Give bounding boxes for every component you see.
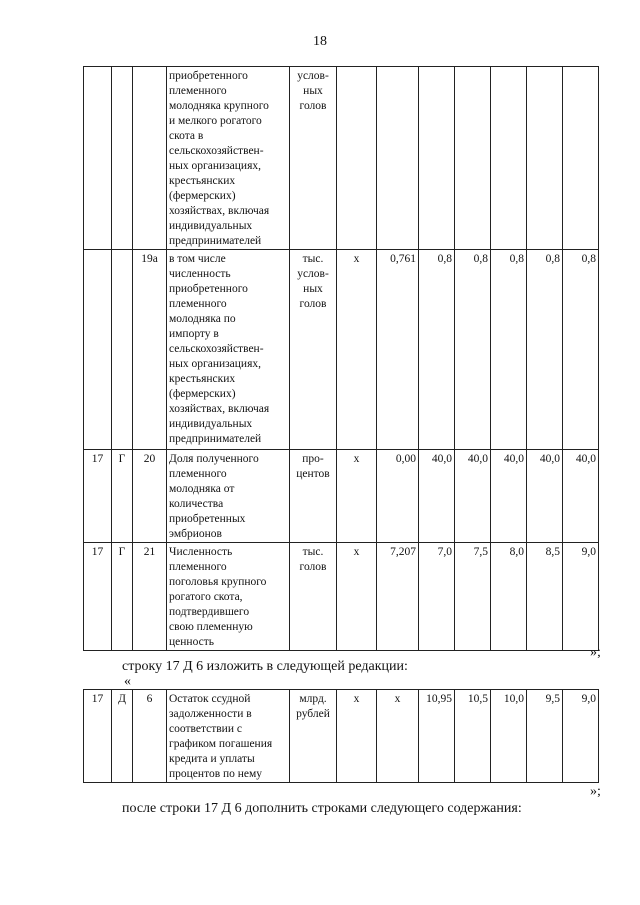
base-value-cell: 10,95 bbox=[419, 690, 455, 783]
row-number-cell: 21 bbox=[133, 543, 167, 651]
value-cell bbox=[563, 67, 599, 250]
table-row bbox=[84, 543, 599, 651]
value-cell bbox=[491, 67, 527, 250]
row-number-cell: 19а bbox=[133, 250, 167, 450]
value-cell: 0,8 bbox=[491, 250, 527, 450]
opening-quote: « bbox=[124, 674, 131, 689]
row-subsection-cell bbox=[112, 250, 133, 450]
closing-quote: »; bbox=[590, 645, 601, 660]
row-number-cell: 20 bbox=[133, 450, 167, 543]
value-cell: 9,0 bbox=[563, 543, 599, 651]
page-number: 18 bbox=[313, 34, 327, 49]
unit-cell: тыс. услов- ных голов bbox=[290, 250, 337, 450]
unit-cell: млрд. рублей bbox=[290, 690, 337, 783]
indicator-description: в том числе численность приобретенного племенного молодняка по импорту в сельскохозяйствен- ных организациях, крестьянских (фермерских) хозяйствах, включая индивидуальных предпринимателей bbox=[167, 250, 290, 450]
value-cell: 8,0 bbox=[491, 543, 527, 651]
row-section-cell: 17 bbox=[84, 543, 112, 651]
base-value-cell bbox=[377, 67, 419, 250]
row-number-cell: 6 bbox=[133, 690, 167, 783]
indicator-description: приобретенного племенного молодняка крупного и мелкого рогатого скота в сельскохозяйствен- ных организациях, крестьянских (фермерских) хозяйствах, включая индивидуальных предпринимателей bbox=[167, 67, 290, 250]
x-cell: х bbox=[337, 690, 377, 783]
table-row bbox=[84, 250, 599, 450]
indicator-table-continued bbox=[83, 66, 599, 651]
row-section-cell bbox=[84, 250, 112, 450]
table-row bbox=[84, 450, 599, 543]
unit-cell: про- центов bbox=[290, 450, 337, 543]
unit-cell: услов- ных голов bbox=[290, 67, 337, 250]
value-cell bbox=[455, 67, 491, 250]
row-section-cell: 17 bbox=[84, 450, 112, 543]
value-cell: 40,0 bbox=[455, 450, 491, 543]
row-subsection-cell: Г bbox=[112, 450, 133, 543]
value-cell: 10,0 bbox=[491, 690, 527, 783]
indicator-description: Остаток ссудной задолженности в соответствии с графиком погашения кредита и уплаты процентов по нему bbox=[167, 690, 290, 783]
value-cell: 9,5 bbox=[527, 690, 563, 783]
x-cell: х bbox=[337, 543, 377, 651]
x-cell: х bbox=[377, 690, 419, 783]
value-cell: 7,0 bbox=[419, 543, 455, 651]
value-cell: 8,5 bbox=[527, 543, 563, 651]
table-row bbox=[84, 67, 599, 250]
value-cell: 9,0 bbox=[563, 690, 599, 783]
value-cell: 40,0 bbox=[419, 450, 455, 543]
value-cell: 0,8 bbox=[527, 250, 563, 450]
row-number-cell bbox=[133, 67, 167, 250]
value-cell: 40,0 bbox=[491, 450, 527, 543]
indicator-table-replacement bbox=[83, 689, 599, 783]
base-value-cell: 7,207 bbox=[377, 543, 419, 651]
value-cell: 0,8 bbox=[563, 250, 599, 450]
value-cell bbox=[527, 67, 563, 250]
row-section-cell bbox=[84, 67, 112, 250]
unit-cell: тыс. голов bbox=[290, 543, 337, 651]
base-value-cell: 0,00 bbox=[377, 450, 419, 543]
amendment-instruction: строку 17 Д 6 изложить в следующей редакции: bbox=[122, 659, 408, 674]
x-cell bbox=[337, 67, 377, 250]
value-cell bbox=[419, 67, 455, 250]
value-cell: 7,5 bbox=[455, 543, 491, 651]
row-subsection-cell: Г bbox=[112, 543, 133, 651]
x-cell: х bbox=[337, 250, 377, 450]
indicator-description: Численность племенного поголовья крупного рогатого скота, подтвердившего свою племенную ценность bbox=[167, 543, 290, 651]
amendment-instruction: после строки 17 Д 6 дополнить строками следующего содержания: bbox=[122, 801, 522, 816]
row-subsection-cell: Д bbox=[112, 690, 133, 783]
table-row bbox=[84, 690, 599, 783]
indicator-description: Доля полученного племенного молодняка от количества приобретенных эмбрионов bbox=[167, 450, 290, 543]
x-cell: х bbox=[337, 450, 377, 543]
value-cell: 10,5 bbox=[455, 690, 491, 783]
row-section-cell: 17 bbox=[84, 690, 112, 783]
value-cell: 0,8 bbox=[419, 250, 455, 450]
value-cell: 40,0 bbox=[527, 450, 563, 543]
value-cell: 40,0 bbox=[563, 450, 599, 543]
row-subsection-cell bbox=[112, 67, 133, 250]
value-cell: 0,8 bbox=[455, 250, 491, 450]
closing-quote: »; bbox=[590, 784, 601, 799]
base-value-cell: 0,761 bbox=[377, 250, 419, 450]
